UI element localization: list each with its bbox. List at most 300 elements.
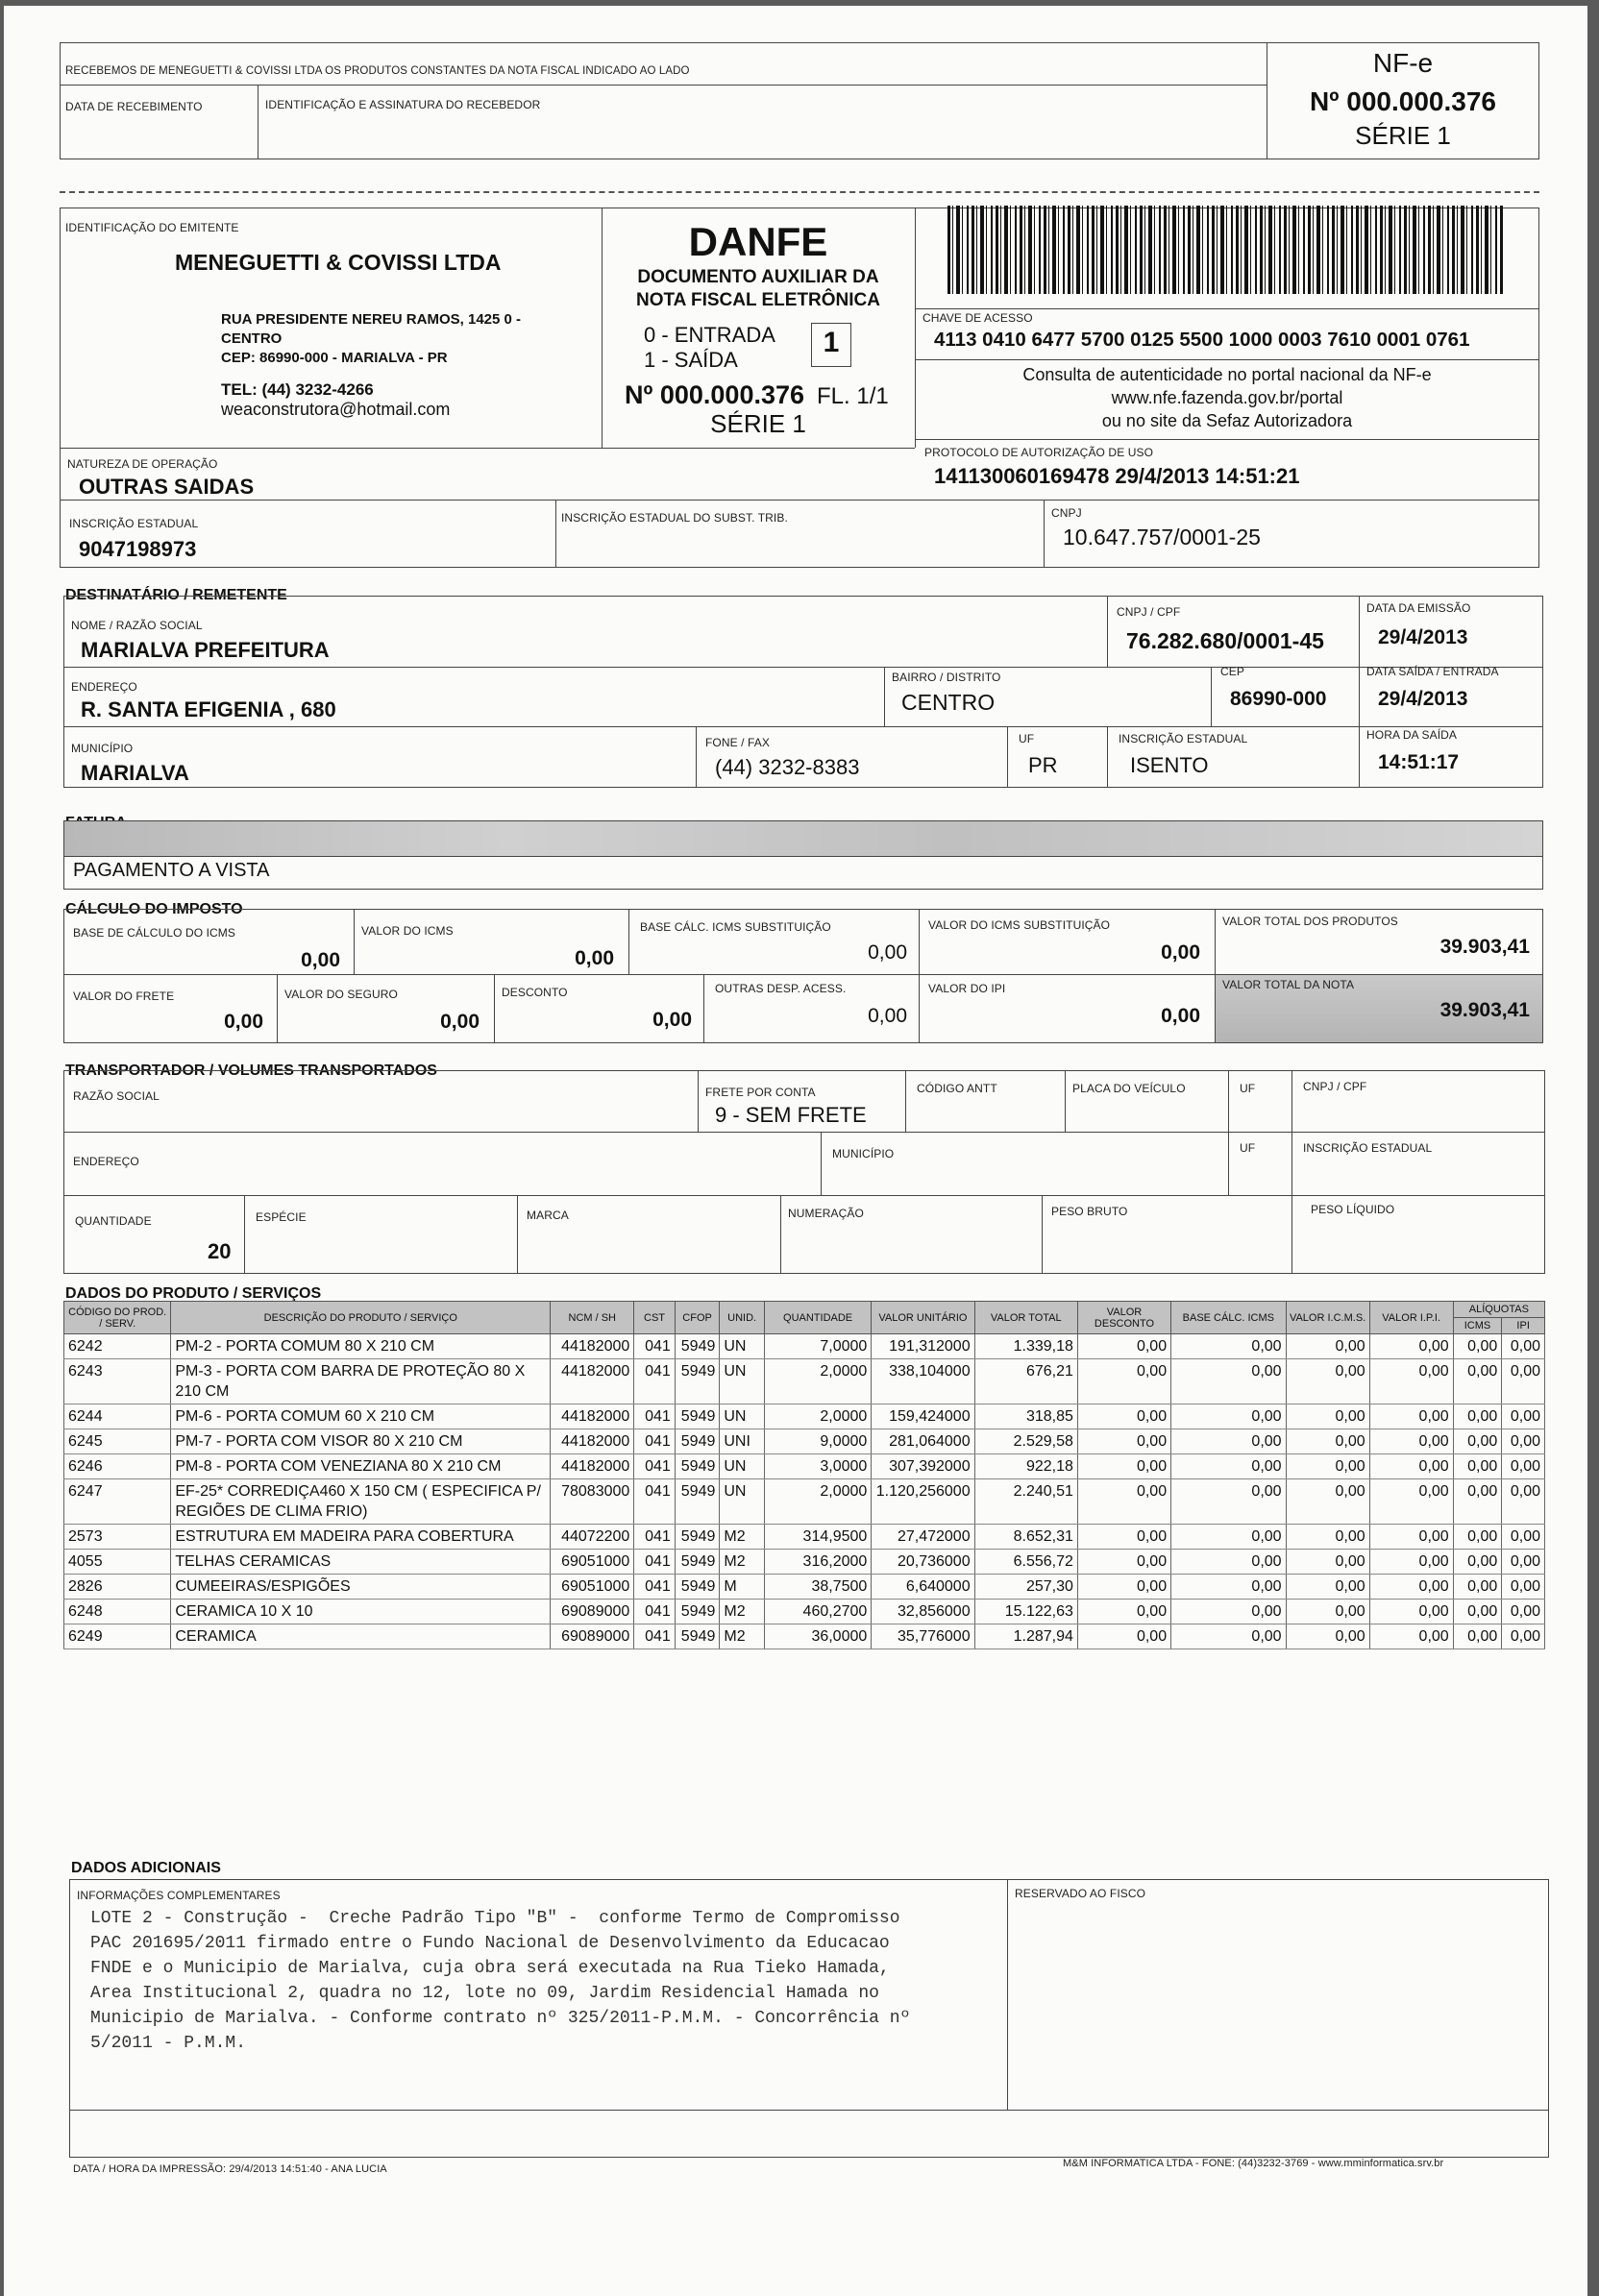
cell-valor-ipi: 0,00: [1369, 1454, 1453, 1479]
natureza-value: OUTRAS SAIDAS: [79, 475, 255, 499]
cell-descricao: PM-2 - PORTA COMUM 80 X 210 CM: [171, 1334, 551, 1359]
cell-cfop: 5949: [675, 1550, 720, 1575]
frete: 0,00: [224, 1011, 263, 1033]
col-valor-desconto: VALOR DESCONTO: [1077, 1302, 1170, 1334]
dest-municipio-label: MUNICÍPIO: [71, 742, 134, 755]
cell-valor-total: 257,30: [974, 1575, 1077, 1600]
cell-base-icms: 0,00: [1171, 1600, 1286, 1624]
transp-qtd: 20: [208, 1239, 232, 1263]
col-quantidade: QUANTIDADE: [764, 1302, 871, 1334]
dest-uf-label: UF: [1019, 732, 1035, 745]
cell-cst: 041: [634, 1550, 676, 1575]
cell-valor-icms: 0,00: [1286, 1550, 1369, 1575]
chave-consulta-2: www.nfe.fazenda.gov.br/portal: [1111, 388, 1343, 407]
col-cfop: CFOP: [675, 1302, 720, 1334]
cell-valor-desconto: 0,00: [1077, 1334, 1170, 1359]
cell-codigo: 6245: [64, 1429, 171, 1454]
cell-aliq-ipi: 0,00: [1502, 1334, 1545, 1359]
dest-municipio: MARIALVA: [81, 761, 189, 785]
chave-consulta-1: Consulta de autenticidade no portal nacional da NF-e: [1022, 365, 1432, 384]
cell-descricao: CERAMICA 10 X 10: [171, 1600, 551, 1624]
fatura-pagamento: PAGAMENTO A VISTA: [73, 860, 270, 881]
col-valor-icms: VALOR I.C.M.S.: [1286, 1302, 1369, 1334]
dest-bairro: CENTRO: [901, 690, 996, 715]
table-row: [64, 1479, 1545, 1525]
cell-ncm: 44182000: [551, 1429, 634, 1454]
cell-descricao: TELHAS CERAMICAS: [171, 1550, 551, 1575]
table-row: [64, 1624, 1545, 1649]
emitente-address-1: RUA PRESIDENTE NEREU RAMOS, 1425 0 -: [221, 311, 522, 328]
danfe-serie: SÉRIE 1: [710, 409, 806, 438]
total-produtos-label: VALOR TOTAL DOS PRODUTOS: [1222, 915, 1398, 928]
cell-aliq-ipi: 0,00: [1502, 1525, 1545, 1550]
cell-valor-total: 676,21: [974, 1359, 1077, 1404]
dest-cep-label: CEP: [1220, 665, 1244, 678]
cell-ncm: 69051000: [551, 1550, 634, 1575]
cell-valor-unitario: 35,776000: [872, 1624, 974, 1649]
cell-aliq-ipi: 0,00: [1502, 1404, 1545, 1429]
cell-unid: M: [720, 1575, 765, 1600]
dest-fone-label: FONE / FAX: [705, 736, 771, 749]
cell-quantidade: 316,2000: [764, 1550, 871, 1575]
col-aliq-ipi: IPI: [1502, 1318, 1545, 1334]
cell-valor-icms: 0,00: [1286, 1334, 1369, 1359]
cell-base-icms: 0,00: [1171, 1334, 1286, 1359]
cell-codigo: 6242: [64, 1334, 171, 1359]
cell-valor-total: 8.652,31: [974, 1525, 1077, 1550]
cell-cst: 041: [634, 1404, 676, 1429]
desconto: 0,00: [652, 1009, 692, 1031]
col-aliq-icms: ICMS: [1453, 1318, 1502, 1334]
cell-valor-unitario: 27,472000: [872, 1525, 974, 1550]
natureza-label: NATUREZA DE OPERAÇÃO: [67, 457, 218, 471]
cell-valor-desconto: 0,00: [1077, 1575, 1170, 1600]
dest-saida-label: DATA SAÍDA / ENTRADA: [1366, 665, 1499, 678]
danfe-document: [4, 6, 1587, 2296]
cell-cfop: 5949: [675, 1479, 720, 1525]
dest-cep: 86990-000: [1230, 688, 1327, 710]
danfe-entrada: 0 - ENTRADA: [644, 323, 775, 347]
col-base-icms: BASE CÁLC. ICMS: [1171, 1302, 1286, 1334]
adicionais-section-title: DADOS ADICIONAIS: [71, 1860, 221, 1876]
ie-value: 9047198973: [79, 537, 197, 561]
cell-descricao: PM-6 - PORTA COMUM 60 X 210 CM: [171, 1404, 551, 1429]
cell-codigo: 2573: [64, 1525, 171, 1550]
cell-valor-unitario: 281,064000: [872, 1429, 974, 1454]
products-table: [63, 1301, 1545, 1649]
cell-aliq-icms: 0,00: [1453, 1334, 1502, 1359]
stub-nfe-serie: SÉRIE 1: [1355, 121, 1451, 150]
col-valor-unitario: VALOR UNITÁRIO: [872, 1302, 974, 1334]
info-complementares: LOTE 2 - Construção - Creche Padrão Tipo "B" - conforme Termo de Compromisso PAC 201695/2011 firmado entre o Fundo Nacional de Desenvolvimento da Educacao FNDE e o Municipio de Marialva, cuja obra será executada na Rua Tieko Hamada, Area Institucional 2, quadra no 12, lote no 09, Jardim Residencial Hamada no Municipio de Marialva. - Conforme contrato nº 325/2011-P.M.M. - Concorrência nº 5/2011 - P.M.M.: [90, 1909, 911, 2053]
cell-unid: UN: [720, 1404, 765, 1429]
outras: 0,00: [868, 1005, 907, 1027]
cell-base-icms: 0,00: [1171, 1575, 1286, 1600]
cell-valor-desconto: 0,00: [1077, 1479, 1170, 1525]
transp-peso-liquido-label: PESO LÍQUIDO: [1311, 1203, 1395, 1216]
table-row: [64, 1404, 1545, 1429]
cell-base-icms: 0,00: [1171, 1550, 1286, 1575]
cell-descricao: PM-7 - PORTA COM VISOR 80 X 210 CM: [171, 1429, 551, 1454]
cell-unid: UNI: [720, 1429, 765, 1454]
cell-aliq-icms: 0,00: [1453, 1404, 1502, 1429]
cnpj-label: CNPJ: [1051, 506, 1082, 520]
dest-endereco: R. SANTA EFIGENIA , 680: [81, 697, 336, 721]
emitente-address-2: CENTRO: [221, 330, 283, 347]
cell-base-icms: 0,00: [1171, 1479, 1286, 1525]
table-row: [64, 1334, 1545, 1359]
cell-valor-unitario: 159,424000: [872, 1404, 974, 1429]
receipt-signature-label: IDENTIFICAÇÃO E ASSINATURA DO RECEBEDOR: [265, 98, 541, 111]
cell-unid: UN: [720, 1334, 765, 1359]
emitente-label: IDENTIFICAÇÃO DO EMITENTE: [65, 221, 239, 234]
cell-aliq-icms: 0,00: [1453, 1359, 1502, 1404]
transp-ie-label: INSCRIÇÃO ESTADUAL: [1303, 1141, 1433, 1155]
cell-aliq-ipi: 0,00: [1502, 1429, 1545, 1454]
cell-unid: M2: [720, 1624, 765, 1649]
danfe-number: Nº 000.000.376: [625, 380, 805, 409]
base-icms: 0,00: [301, 949, 340, 971]
stub-nfe-number: Nº 000.000.376: [1310, 86, 1496, 116]
cell-ncm: 69089000: [551, 1600, 634, 1624]
cell-valor-total: 318,85: [974, 1404, 1077, 1429]
cell-aliq-ipi: 0,00: [1502, 1575, 1545, 1600]
cell-quantidade: 36,0000: [764, 1624, 871, 1649]
col-ncm: NCM / SH: [551, 1302, 634, 1334]
col-aliquotas: ALÍQUOTAS: [1453, 1302, 1544, 1318]
cell-codigo: 6243: [64, 1359, 171, 1404]
cell-valor-desconto: 0,00: [1077, 1525, 1170, 1550]
total-nota-label: VALOR TOTAL DA NOTA: [1222, 978, 1355, 991]
cell-aliq-icms: 0,00: [1453, 1624, 1502, 1649]
cell-valor-total: 922,18: [974, 1454, 1077, 1479]
destinatario-section-title: DESTINATÁRIO / REMETENTE: [65, 587, 287, 603]
products-header-row: [64, 1302, 1545, 1318]
cell-unid: UN: [720, 1479, 765, 1525]
cell-valor-desconto: 0,00: [1077, 1454, 1170, 1479]
emitente-email: weaconstrutora@hotmail.com: [221, 400, 451, 419]
cell-cfop: 5949: [675, 1429, 720, 1454]
cut-line: [60, 191, 1539, 193]
cell-cst: 041: [634, 1624, 676, 1649]
produtos-section-title: DADOS DO PRODUTO / SERVIÇOS: [65, 1285, 322, 1302]
cell-valor-desconto: 0,00: [1077, 1624, 1170, 1649]
base-st: 0,00: [868, 941, 907, 964]
col-valor-ipi: VALOR I.P.I.: [1369, 1302, 1453, 1334]
base-icms-label: BASE DE CÁLCULO DO ICMS: [73, 926, 236, 940]
cell-cfop: 5949: [675, 1359, 720, 1404]
col-unid: UNID.: [720, 1302, 765, 1334]
cnpj-value: 10.647.757/0001-25: [1063, 525, 1261, 550]
danfe-folha: FL. 1/1: [817, 383, 889, 409]
cell-unid: UN: [720, 1359, 765, 1404]
cell-ncm: 44072200: [551, 1525, 634, 1550]
footer-software: M&M INFORMATICA LTDA - FONE: (44)3232-3769 - www.mminformatica.srv.br: [1063, 2158, 1444, 2169]
cell-aliq-ipi: 0,00: [1502, 1550, 1545, 1575]
cell-quantidade: 314,9500: [764, 1525, 871, 1550]
cell-cst: 041: [634, 1525, 676, 1550]
transp-uf2-label: UF: [1240, 1141, 1256, 1155]
reservado-fisco-label: RESERVADO AO FISCO: [1015, 1887, 1146, 1900]
chave-consulta-3: ou no site da Sefaz Autorizadora: [1101, 411, 1353, 430]
cell-quantidade: 9,0000: [764, 1429, 871, 1454]
cell-valor-ipi: 0,00: [1369, 1575, 1453, 1600]
cell-valor-ipi: 0,00: [1369, 1334, 1453, 1359]
cell-valor-ipi: 0,00: [1369, 1429, 1453, 1454]
cell-descricao: ESTRUTURA EM MADEIRA PARA COBERTURA: [171, 1525, 551, 1550]
cell-aliq-ipi: 0,00: [1502, 1359, 1545, 1404]
cell-valor-icms: 0,00: [1286, 1429, 1369, 1454]
table-row: [64, 1575, 1545, 1600]
emitente-phone: TEL: (44) 3232-4266: [221, 380, 374, 399]
dest-cnpj: 76.282.680/0001-45: [1126, 628, 1324, 653]
table-row: [64, 1525, 1545, 1550]
dest-cnpj-label: CNPJ / CPF: [1117, 605, 1181, 619]
cell-descricao: EF-25* CORREDIÇA460 X 150 CM ( ESPECIFICA P/ REGIÕES DE CLIMA FRIO): [171, 1479, 551, 1525]
cell-valor-desconto: 0,00: [1077, 1600, 1170, 1624]
cell-quantidade: 3,0000: [764, 1454, 871, 1479]
cell-quantidade: 460,2700: [764, 1600, 871, 1624]
cell-aliq-icms: 0,00: [1453, 1600, 1502, 1624]
col-cst: CST: [634, 1302, 676, 1334]
cell-codigo: 6247: [64, 1479, 171, 1525]
table-row: [64, 1359, 1545, 1404]
cell-valor-icms: 0,00: [1286, 1624, 1369, 1649]
cell-valor-unitario: 307,392000: [872, 1454, 974, 1479]
cell-aliq-icms: 0,00: [1453, 1479, 1502, 1525]
cell-aliq-icms: 0,00: [1453, 1429, 1502, 1454]
cell-cst: 041: [634, 1334, 676, 1359]
cell-valor-ipi: 0,00: [1369, 1550, 1453, 1575]
cell-valor-total: 1.287,94: [974, 1624, 1077, 1649]
transp-numeracao-label: NUMERAÇÃO: [788, 1207, 864, 1220]
dest-nome: MARIALVA PREFEITURA: [81, 638, 330, 662]
danfe-subtitle-1: DOCUMENTO AUXILIAR DA: [637, 267, 879, 287]
danfe-subtitle-2: NOTA FISCAL ELETRÔNICA: [635, 290, 881, 310]
cell-base-icms: 0,00: [1171, 1359, 1286, 1404]
cell-valor-total: 6.556,72: [974, 1550, 1077, 1575]
cell-valor-ipi: 0,00: [1369, 1600, 1453, 1624]
cell-codigo: 4055: [64, 1550, 171, 1575]
cell-valor-icms: 0,00: [1286, 1525, 1369, 1550]
transp-cnpj-label: CNPJ / CPF: [1303, 1080, 1367, 1093]
cell-valor-icms: 0,00: [1286, 1575, 1369, 1600]
danfe-title: DANFE: [688, 219, 828, 264]
cell-codigo: 6246: [64, 1454, 171, 1479]
cell-valor-ipi: 0,00: [1369, 1479, 1453, 1525]
cell-base-icms: 0,00: [1171, 1454, 1286, 1479]
table-row: [64, 1550, 1545, 1575]
transp-marca-label: MARCA: [527, 1209, 569, 1222]
valor-st-label: VALOR DO ICMS SUBSTITUIÇÃO: [928, 918, 1111, 932]
total-produtos: 39.903,41: [1439, 936, 1530, 958]
cell-cst: 041: [634, 1429, 676, 1454]
cell-cfop: 5949: [675, 1404, 720, 1429]
cell-ncm: 44182000: [551, 1454, 634, 1479]
cell-valor-ipi: 0,00: [1369, 1624, 1453, 1649]
cell-codigo: 2826: [64, 1575, 171, 1600]
dest-saida: 29/4/2013: [1378, 688, 1468, 710]
cell-valor-ipi: 0,00: [1369, 1359, 1453, 1404]
dest-fone: (44) 3232-8383: [715, 755, 860, 779]
cell-ncm: 78083000: [551, 1479, 634, 1525]
cell-ncm: 69089000: [551, 1624, 634, 1649]
cell-valor-unitario: 20,736000: [872, 1550, 974, 1575]
cell-valor-desconto: 0,00: [1077, 1359, 1170, 1404]
cell-quantidade: 38,7500: [764, 1575, 871, 1600]
cell-base-icms: 0,00: [1171, 1404, 1286, 1429]
emitente-address-3: CEP: 86990-000 - MARIALVA - PR: [221, 350, 448, 366]
cell-base-icms: 0,00: [1171, 1624, 1286, 1649]
transp-municipio-label: MUNICÍPIO: [832, 1147, 895, 1160]
cell-base-icms: 0,00: [1171, 1429, 1286, 1454]
dest-ie: ISENTO: [1130, 753, 1209, 777]
transp-qtd-label: QUANTIDADE: [75, 1214, 152, 1228]
transp-razao-label: RAZÃO SOCIAL: [73, 1089, 160, 1103]
transportador-block: [63, 1070, 1545, 1274]
dest-bairro-label: BAIRRO / DISTRITO: [892, 671, 1001, 684]
dest-ie-label: INSCRIÇÃO ESTADUAL: [1119, 732, 1248, 745]
stub-nfe-label: NF-e: [1372, 48, 1434, 78]
receipt-date-label: DATA DE RECEBIMENTO: [65, 100, 203, 113]
desconto-label: DESCONTO: [502, 986, 568, 999]
table-row: [64, 1454, 1545, 1479]
cell-unid: M2: [720, 1600, 765, 1624]
cell-codigo: 6248: [64, 1600, 171, 1624]
cell-aliq-icms: 0,00: [1453, 1454, 1502, 1479]
cell-cfop: 5949: [675, 1454, 720, 1479]
cell-codigo: 6249: [64, 1624, 171, 1649]
receipt-text: RECEBEMOS DE MENEGUETTI & COVISSI LTDA OS PRODUTOS CONSTANTES DA NOTA FISCAL INDICADO AO LADO: [65, 65, 690, 77]
cell-ncm: 69051000: [551, 1575, 634, 1600]
cell-valor-icms: 0,00: [1286, 1454, 1369, 1479]
cell-descricao: PM-3 - PORTA COM BARRA DE PROTEÇÃO 80 X 210 CM: [171, 1359, 551, 1404]
fatura-shaded-bar: [64, 821, 1542, 856]
cell-cst: 041: [634, 1359, 676, 1404]
footer-impressao: DATA / HORA DA IMPRESSÃO: 29/4/2013 14:51:40 - ANA LUCIA: [73, 2163, 387, 2175]
cell-valor-icms: 0,00: [1286, 1600, 1369, 1624]
transp-uf-label: UF: [1240, 1082, 1256, 1095]
cell-unid: M2: [720, 1550, 765, 1575]
emitente-name: MENEGUETTI & COVISSI LTDA: [175, 250, 502, 275]
outras-label: OUTRAS DESP. ACESS.: [715, 982, 847, 995]
transportador-section-title: TRANSPORTADOR / VOLUMES TRANSPORTADOS: [65, 1063, 437, 1079]
cell-descricao: CERAMICA: [171, 1624, 551, 1649]
cell-valor-desconto: 0,00: [1077, 1429, 1170, 1454]
cell-valor-unitario: 32,856000: [872, 1600, 974, 1624]
cell-cst: 041: [634, 1479, 676, 1525]
table-row: [64, 1600, 1545, 1624]
col-descricao: DESCRIÇÃO DO PRODUTO / SERVIÇO: [171, 1302, 551, 1334]
dest-emissao: 29/4/2013: [1378, 626, 1468, 648]
dest-emissao-label: DATA DA EMISSÃO: [1366, 601, 1471, 615]
valor-icms-label: VALOR DO ICMS: [361, 924, 454, 938]
cell-valor-unitario: 191,312000: [872, 1334, 974, 1359]
cell-ncm: 44182000: [551, 1404, 634, 1429]
ie-subst-label: INSCRIÇÃO ESTADUAL DO SUBST. TRIB.: [561, 511, 788, 525]
cell-aliq-ipi: 0,00: [1502, 1600, 1545, 1624]
col-codigo: CÓDIGO DO PROD. / SERV.: [64, 1302, 171, 1334]
info-complementares-label: INFORMAÇÕES COMPLEMENTARES: [77, 1889, 281, 1902]
ie-label: INSCRIÇÃO ESTADUAL: [69, 517, 199, 530]
cell-cfop: 5949: [675, 1600, 720, 1624]
ipi: 0,00: [1161, 1005, 1200, 1027]
cell-aliq-ipi: 0,00: [1502, 1479, 1545, 1525]
cell-cfop: 5949: [675, 1334, 720, 1359]
total-nota: 39.903,41: [1439, 999, 1530, 1021]
cell-quantidade: 2,0000: [764, 1359, 871, 1404]
cell-cst: 041: [634, 1600, 676, 1624]
dest-uf: PR: [1028, 753, 1058, 777]
transp-frete-label: FRETE POR CONTA: [705, 1086, 816, 1099]
cell-valor-icms: 0,00: [1286, 1404, 1369, 1429]
cell-valor-ipi: 0,00: [1369, 1404, 1453, 1429]
cell-valor-desconto: 0,00: [1077, 1404, 1170, 1429]
access-key-barcode: [947, 206, 1505, 294]
protocolo-value: 141130060169478 29/4/2013 14:51:21: [934, 464, 1300, 488]
cell-unid: M2: [720, 1525, 765, 1550]
col-valor-total: VALOR TOTAL: [974, 1302, 1077, 1334]
valor-icms: 0,00: [575, 947, 614, 969]
cell-unid: UN: [720, 1454, 765, 1479]
chave-label: CHAVE DE ACESSO: [922, 311, 1033, 325]
cell-cst: 041: [634, 1575, 676, 1600]
valor-st: 0,00: [1161, 941, 1200, 964]
cell-valor-icms: 0,00: [1286, 1479, 1369, 1525]
cell-valor-unitario: 6,640000: [872, 1575, 974, 1600]
cell-aliq-icms: 0,00: [1453, 1525, 1502, 1550]
dest-endereco-label: ENDEREÇO: [71, 680, 137, 694]
cell-base-icms: 0,00: [1171, 1525, 1286, 1550]
danfe-saida: 1 - SAÍDA: [644, 348, 738, 372]
cell-aliq-ipi: 0,00: [1502, 1454, 1545, 1479]
cell-ncm: 44182000: [551, 1334, 634, 1359]
chave-value: 4113 0410 6477 5700 0125 5500 1000 0003 7610 0001 0761: [934, 329, 1470, 351]
seguro: 0,00: [440, 1011, 480, 1033]
danfe-tipo: 1: [823, 327, 840, 358]
cell-valor-ipi: 0,00: [1369, 1525, 1453, 1550]
cell-codigo: 6244: [64, 1404, 171, 1429]
seguro-label: VALOR DO SEGURO: [284, 988, 398, 1001]
dest-nome-label: NOME / RAZÃO SOCIAL: [71, 619, 203, 632]
table-row: [64, 1429, 1545, 1454]
transp-peso-bruto-label: PESO BRUTO: [1051, 1205, 1128, 1218]
transp-endereco-label: ENDEREÇO: [73, 1155, 139, 1168]
cell-valor-total: 2.529,58: [974, 1429, 1077, 1454]
dest-hora: 14:51:17: [1378, 751, 1460, 773]
cell-cfop: 5949: [675, 1525, 720, 1550]
cell-descricao: CUMEEIRAS/ESPIGÕES: [171, 1575, 551, 1600]
cell-descricao: PM-8 - PORTA COM VENEZIANA 80 X 210 CM: [171, 1454, 551, 1479]
cell-quantidade: 2,0000: [764, 1404, 871, 1429]
cell-valor-unitario: 1.120,256000: [872, 1479, 974, 1525]
cell-ncm: 44182000: [551, 1359, 634, 1404]
cell-aliq-icms: 0,00: [1453, 1550, 1502, 1575]
cell-valor-desconto: 0,00: [1077, 1550, 1170, 1575]
transp-especie-label: ESPÉCIE: [256, 1210, 307, 1224]
cell-cst: 041: [634, 1454, 676, 1479]
frete-label: VALOR DO FRETE: [73, 989, 175, 1003]
cell-valor-icms: 0,00: [1286, 1359, 1369, 1404]
cell-cfop: 5949: [675, 1575, 720, 1600]
cell-quantidade: 7,0000: [764, 1334, 871, 1359]
cell-valor-total: 1.339,18: [974, 1334, 1077, 1359]
cell-valor-unitario: 338,104000: [872, 1359, 974, 1404]
transp-placa-label: PLACA DO VEÍCULO: [1072, 1082, 1186, 1095]
cell-aliq-ipi: 0,00: [1502, 1624, 1545, 1649]
dest-hora-label: HORA DA SAÍDA: [1366, 728, 1457, 742]
protocolo-label: PROTOCOLO DE AUTORIZAÇÃO DE USO: [924, 446, 1154, 459]
